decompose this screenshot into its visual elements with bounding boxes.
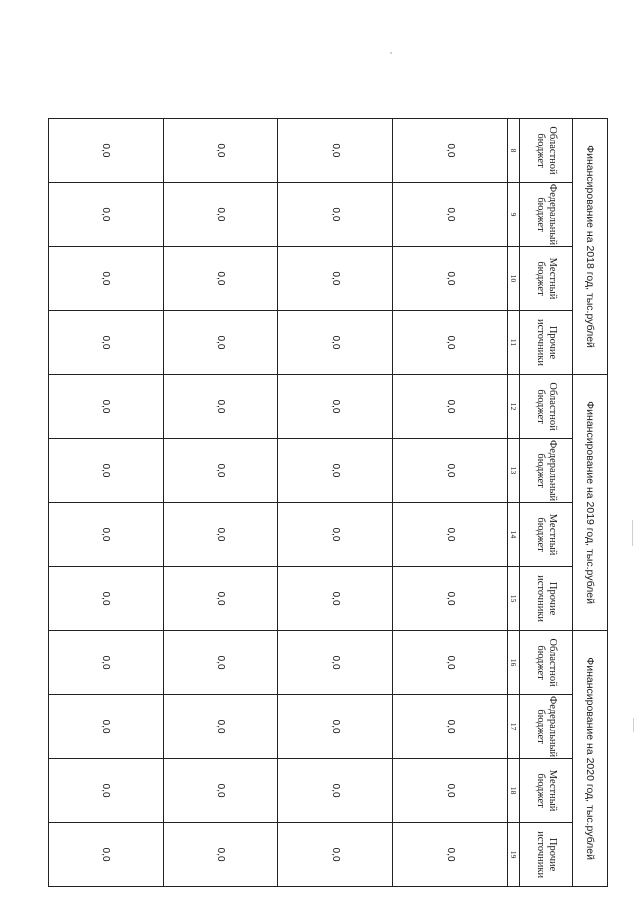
table-cell: 0,0 [393, 759, 508, 823]
column-number: 19 [508, 823, 520, 887]
table-cell: 0,0 [278, 311, 393, 375]
table-row [278, 119, 393, 887]
table-cell: 0,0 [49, 759, 164, 823]
table-cell: 0,0 [278, 823, 393, 887]
table-cell: 0,0 [278, 695, 393, 759]
column-number: 8 [508, 119, 520, 183]
col-local-budget-2019: Местный бюджет [520, 503, 573, 567]
table-cell: 0,0 [49, 119, 164, 183]
col-other-sources-2020: Прочие источники [520, 823, 573, 887]
table-cell: 0,0 [49, 695, 164, 759]
table-cell: 0,0 [163, 823, 278, 887]
table-cell: 0,0 [49, 823, 164, 887]
column-number: 12 [508, 375, 520, 439]
year-header-row [573, 119, 608, 887]
column-number: 17 [508, 695, 520, 759]
col-other-sources-2018: Прочие источники [520, 311, 573, 375]
table-cell: 0,0 [393, 503, 508, 567]
table-cell: 0,0 [163, 439, 278, 503]
column-number: 15 [508, 567, 520, 631]
column-number: 13 [508, 439, 520, 503]
table-row [49, 119, 164, 887]
col-federal-budget-2020: Федеральный бюджет [520, 695, 573, 759]
table-row [163, 119, 278, 887]
col-local-budget-2018: Местный бюджет [520, 247, 573, 311]
table-cell: 0,0 [49, 183, 164, 247]
table-cell: 0,0 [278, 567, 393, 631]
scan-mark [633, 718, 634, 732]
column-number: 11 [508, 311, 520, 375]
table-cell: 0,0 [278, 183, 393, 247]
col-local-budget-2020: Местный бюджет [520, 759, 573, 823]
table-row [393, 119, 508, 887]
col-federal-budget-2018: Федеральный бюджет [520, 183, 573, 247]
table-cell: 0,0 [278, 375, 393, 439]
table-cell: 0,0 [163, 695, 278, 759]
table-cell: 0,0 [163, 183, 278, 247]
table-cell: 0,0 [393, 439, 508, 503]
table-cell: 0,0 [278, 247, 393, 311]
table-cell: 0,0 [49, 567, 164, 631]
table-cell: 0,0 [163, 631, 278, 695]
scan-mark [632, 520, 633, 546]
table-cell: 0,0 [393, 311, 508, 375]
table-cell: 0,0 [278, 119, 393, 183]
table-cell: 0,0 [163, 375, 278, 439]
financing-table [48, 118, 608, 887]
table-cell: 0,0 [393, 183, 508, 247]
year-2019-header: Финансирование на 2019 год, тыс.рублей [573, 375, 608, 631]
col-regional-budget-2018: Областной бюджет [520, 119, 573, 183]
table-cell: 0,0 [49, 439, 164, 503]
table-cell: 0,0 [49, 311, 164, 375]
table-cell: 0,0 [278, 759, 393, 823]
col-other-sources-2019: Прочие источники [520, 567, 573, 631]
rotated-table-container [48, 118, 608, 886]
table-cell: 0,0 [278, 503, 393, 567]
col-federal-budget-2019: Федеральный бюджет [520, 439, 573, 503]
table-cell: 0,0 [278, 631, 393, 695]
col-regional-budget-2019: Областной бюджет [520, 375, 573, 439]
column-number: 10 [508, 247, 520, 311]
col-regional-budget-2020: Областной бюджет [520, 631, 573, 695]
table-cell: 0,0 [163, 311, 278, 375]
scan-speck [390, 52, 392, 54]
column-number: 9 [508, 183, 520, 247]
table-cell: 0,0 [393, 119, 508, 183]
year-2020-header: Финансирование на 2020 год, тыс.рублей [573, 631, 608, 887]
table-cell: 0,0 [163, 247, 278, 311]
table-cell: 0,0 [393, 631, 508, 695]
table-cell: 0,0 [393, 567, 508, 631]
column-label-row [520, 119, 573, 887]
table-cell: 0,0 [163, 119, 278, 183]
table-cell: 0,0 [278, 439, 393, 503]
table-cell: 0,0 [163, 567, 278, 631]
column-number: 18 [508, 759, 520, 823]
table-cell: 0,0 [49, 631, 164, 695]
table-cell: 0,0 [163, 503, 278, 567]
column-number: 16 [508, 631, 520, 695]
column-number: 14 [508, 503, 520, 567]
table-cell: 0,0 [49, 247, 164, 311]
column-number-row [508, 119, 520, 887]
table-cell: 0,0 [49, 503, 164, 567]
table-cell: 0,0 [393, 695, 508, 759]
table-cell: 0,0 [393, 823, 508, 887]
table-cell: 0,0 [393, 375, 508, 439]
table-cell: 0,0 [393, 247, 508, 311]
table-cell: 0,0 [49, 375, 164, 439]
year-2018-header: Финансирование на 2018 год, тыс.рублей [573, 119, 608, 375]
table-cell: 0,0 [163, 759, 278, 823]
